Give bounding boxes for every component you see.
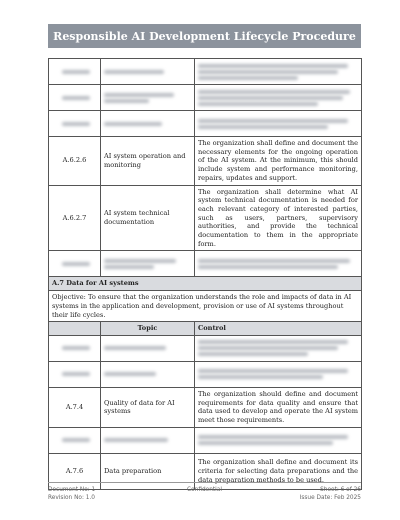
control-ref: A.7.6	[49, 453, 101, 489]
control-topic: AI system technical documentation	[101, 185, 195, 251]
control-topic: AI system operation and monitoring	[101, 137, 195, 186]
objective-row	[49, 291, 362, 322]
blurred-cell	[101, 427, 195, 453]
table-row	[49, 185, 362, 251]
section-objective: Objective: To ensure that the organization understands the role and impacts of data in AI systems in the application and development, provision or use of AI systems throughout their life cycles.	[49, 291, 362, 322]
control-topic: Data preparation	[101, 453, 195, 489]
blurred-cell	[195, 251, 362, 277]
classification-label: Confidential	[187, 487, 222, 493]
table-row	[49, 387, 362, 427]
blurred-row	[49, 427, 362, 453]
control-text: The organization shall define and document its criteria for selecting data preparations and the data preparation methods to be used.	[195, 453, 362, 489]
control-text: The organization should define and document requirements for data quality and ensure that data used to develop and operate the AI system meet those requirements.	[195, 387, 362, 427]
blurred-cell	[49, 251, 101, 277]
issue-date: Issue Date: Feb 2025	[299, 495, 361, 502]
blurred-cell	[195, 59, 362, 85]
blurred-cell	[195, 361, 362, 387]
blurred-cell	[195, 427, 362, 453]
blurred-cell	[101, 335, 195, 361]
blurred-cell	[195, 85, 362, 111]
blurred-cell	[195, 111, 362, 137]
revision-number: Revision No: 1.0	[48, 495, 95, 502]
column-header-ref	[49, 322, 101, 336]
blurred-cell	[49, 111, 101, 137]
control-text: The organization shall define and document the necessary elements for the ongoing operation of the AI system. At the minimum, this should include system and performance monitoring, repairs, updates and support.	[195, 137, 362, 186]
blurred-cell	[101, 111, 195, 137]
blurred-cell	[49, 85, 101, 111]
blurred-cell	[101, 59, 195, 85]
column-header-topic: Topic	[101, 322, 195, 336]
blurred-row	[49, 251, 362, 277]
section-heading-row	[49, 277, 362, 291]
blurred-cell	[195, 335, 362, 361]
sheet-number: Sheet: 6 of 26	[320, 487, 361, 493]
control-ref: A.6.2.6	[49, 137, 101, 186]
blurred-cell	[49, 427, 101, 453]
controls-table	[48, 58, 362, 490]
table-row	[49, 137, 362, 186]
blurred-cell	[49, 335, 101, 361]
blurred-cell	[101, 361, 195, 387]
blurred-row	[49, 335, 362, 361]
blurred-cell	[49, 361, 101, 387]
control-ref: A.6.2.7	[49, 185, 101, 251]
document-number: Document No: 1	[48, 487, 96, 493]
section-heading: A.7 Data for AI systems	[49, 277, 362, 291]
column-header-row	[49, 322, 362, 336]
blurred-row	[49, 111, 362, 137]
blurred-row	[49, 59, 362, 85]
control-topic: Quality of data for AI systems	[101, 387, 195, 427]
column-header-control: Control	[195, 322, 362, 336]
control-ref: A.7.4	[49, 387, 101, 427]
control-text: The organization shall determine what AI system technical documentation is needed for each relevant category of interested parties, such as users, partners, supervisory authorities, and provide the technical documentation to them in the appropriate form.	[195, 185, 362, 251]
page-footer	[48, 482, 361, 502]
blurred-cell	[101, 85, 195, 111]
blurred-row	[49, 361, 362, 387]
blurred-cell	[101, 251, 195, 277]
blurred-cell	[49, 59, 101, 85]
blurred-row	[49, 85, 362, 111]
document-title: Responsible AI Development Lifecycle Procedure	[48, 24, 361, 48]
